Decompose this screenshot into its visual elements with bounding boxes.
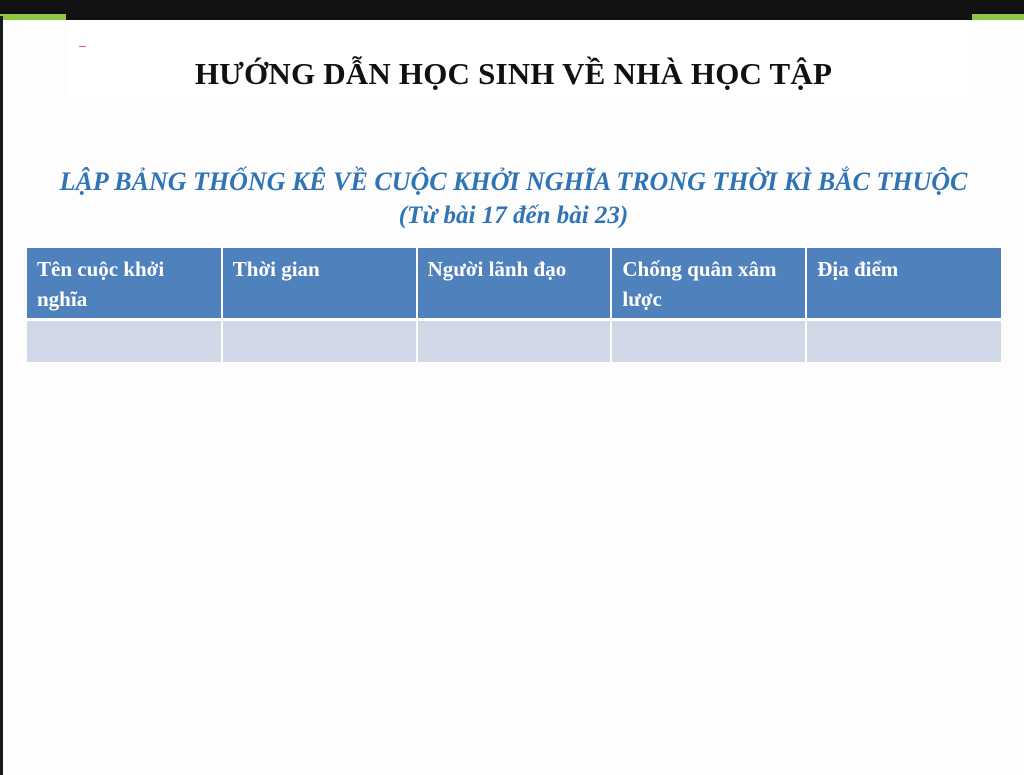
lesson-range-note: (Từ bài 17 đến bài 23) [398, 202, 629, 229]
table-cell [222, 320, 417, 362]
table-cell [27, 320, 222, 362]
table-cell [417, 320, 612, 362]
table-cell [806, 320, 1001, 362]
header-leader: Người lãnh đạo [417, 248, 612, 320]
decorative-mark [79, 46, 86, 47]
table-header-row [27, 248, 1001, 320]
uprising-statistics-table [27, 248, 1001, 362]
header-against-invaders: Chống quân xâm lược [611, 248, 806, 320]
header-location: Địa điểm [806, 248, 1001, 320]
window-top-bar [0, 0, 1024, 16]
table-cell [611, 320, 806, 362]
slide-subtitle: LẬP BẢNG THỐNG KÊ VỀ CUỘC KHỞI NGHĨA TRONG THỜI KÌ BẮC THUỘC [59, 167, 968, 196]
header-time: Thời gian [222, 248, 417, 320]
table-row [27, 320, 1001, 362]
slide-title: HƯỚNG DẪN HỌC SINH VỀ NHÀ HỌC TẬP [194, 56, 833, 91]
slide-canvas [3, 20, 1024, 775]
header-uprising-name: Tên cuộc khởi nghĩa [27, 248, 222, 320]
